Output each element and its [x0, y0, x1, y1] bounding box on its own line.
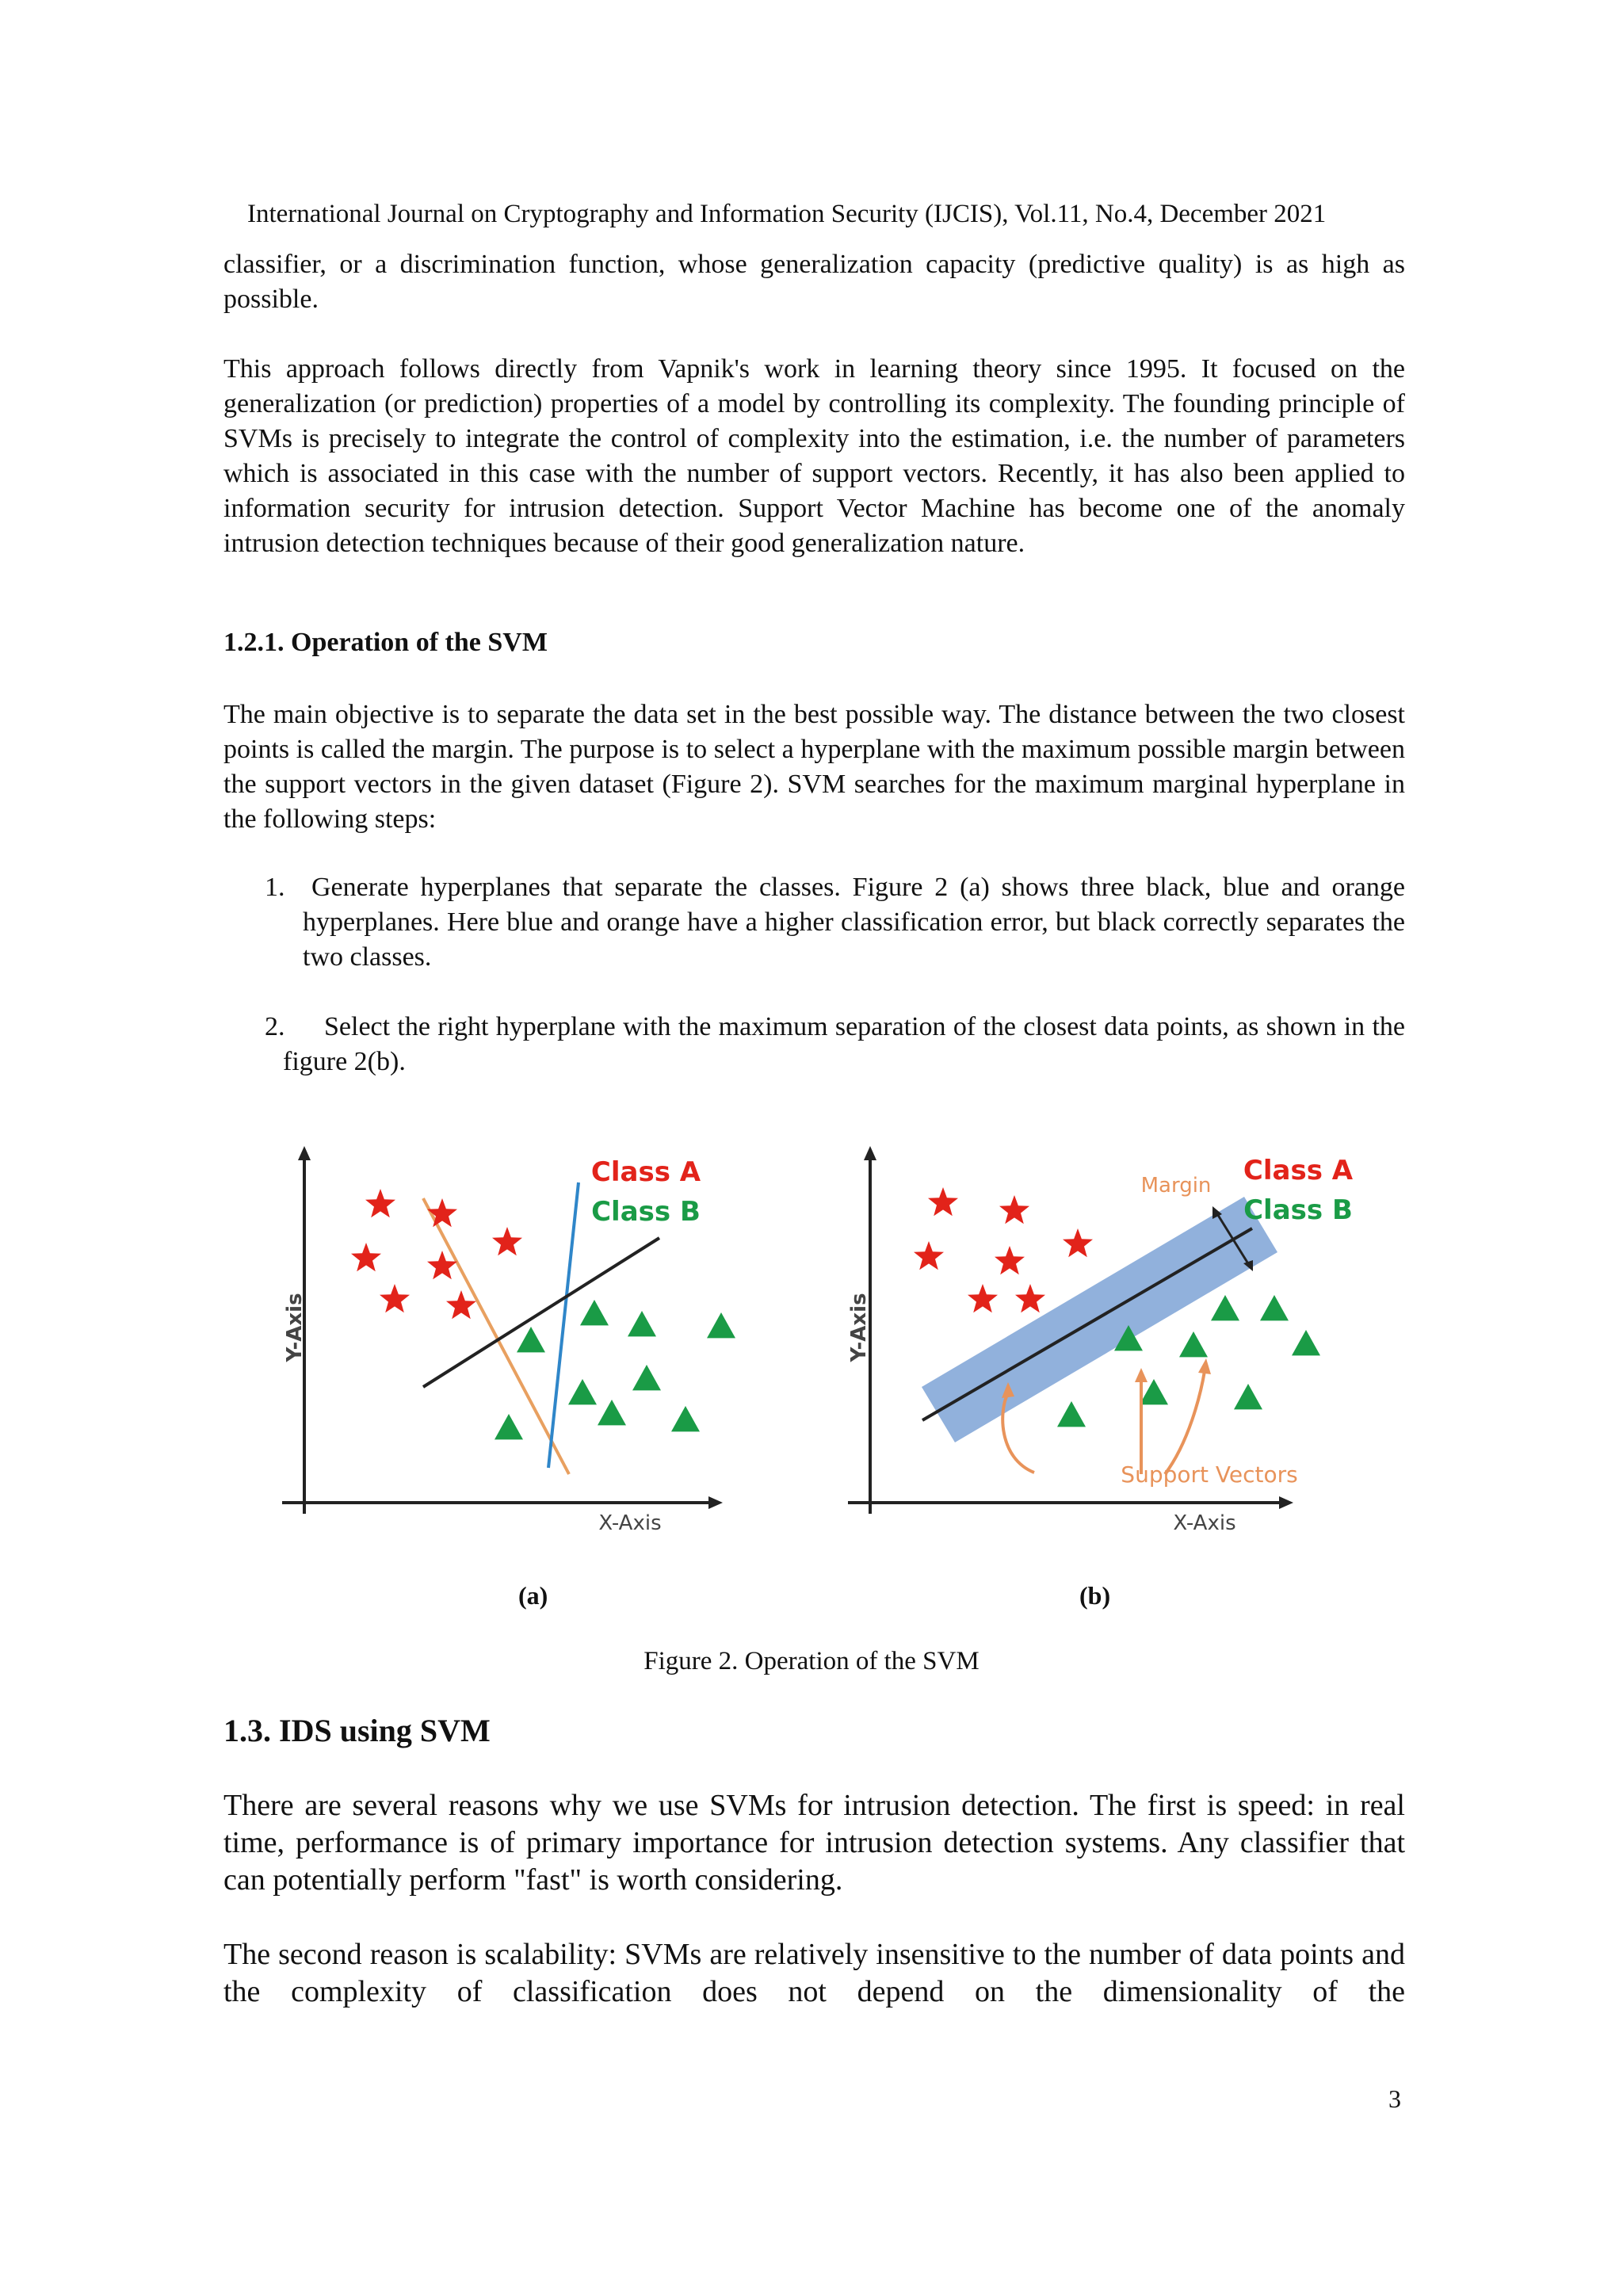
class-a-star-1: [365, 1189, 395, 1217]
x-axis-label-b: X-Axis: [1173, 1511, 1236, 1535]
running-header: International Journal on Cryptography and Information Security (IJCIS), Vol.11, No.4, December 2021: [247, 200, 1327, 228]
class-b-triangle-7: [598, 1400, 626, 1425]
class-b-triangle-3: [628, 1311, 656, 1336]
class-a-star-b-1: [928, 1187, 958, 1216]
paragraph-3-block: [223, 697, 1405, 837]
class-b-triangle-b-1: [1211, 1295, 1239, 1320]
class-b-triangle-4: [707, 1312, 735, 1338]
class-a-star-3: [492, 1227, 522, 1255]
section-heading-13-block: [223, 1712, 1405, 1749]
support-vectors-label: Support Vectors: [1121, 1461, 1298, 1488]
y-axis-arrow-b: [864, 1146, 876, 1160]
figure-panel-a: [277, 1141, 737, 1545]
paragraph-5-block: [223, 1936, 1405, 2011]
paragraph-5: The second reason is scalability: SVMs are relatively insensitive to the number of data points and the complexity of classification does not depend on the dimensionality of the: [223, 1938, 1405, 2008]
class-a-star-7: [446, 1290, 476, 1319]
x-axis-arrow-b: [1279, 1496, 1293, 1509]
legend-class-a-b: Class A: [1243, 1155, 1354, 1186]
paragraph-3: The main objective is to separate the data set in the best possible way. The distance between the two closest points is called the margin. The purpose is to select a hyperplane with the maximum possible margin between the support vectors in the given dataset (Figure 2). SVM searches for the maximum marginal hyperplane in the following steps:: [223, 700, 1405, 834]
legend-class-b: Class B: [591, 1196, 701, 1228]
paragraph-4-block: [223, 1787, 1405, 1899]
page-number: 3: [1388, 2084, 1401, 2113]
list-text-1: Generate hyperplanes that separate the classes. Figure 2 (a) shows three black, blue and orange hyperplanes. Here blue and orange have a higher classification error, but black correctly separates the two classes.: [303, 873, 1405, 972]
class-a-star-4: [351, 1243, 381, 1271]
class-b-triangle-5: [568, 1379, 597, 1404]
class-a-star-b-7: [1015, 1284, 1045, 1312]
legend-class-b-b: Class B: [1243, 1194, 1353, 1226]
class-b-triangle-b-6: [1140, 1379, 1168, 1404]
optimal-hyperplane: [922, 1228, 1252, 1420]
class-b-triangle-9: [495, 1414, 523, 1439]
margin-label: Margin: [1140, 1174, 1212, 1198]
support-arrow-3: [1165, 1371, 1205, 1474]
class-b-triangle-b-4: [1260, 1295, 1289, 1320]
figure-caption: Figure 2. Operation of the SVM: [643, 1647, 980, 1675]
paragraph-1-block: [223, 247, 1405, 317]
list-text-2: Select the right hyperplane with the maximum separation of the closest data points, as shown in the figure 2(b).: [283, 1012, 1405, 1076]
class-a-star-b-6: [968, 1284, 998, 1312]
class-a-star-b-2: [999, 1195, 1029, 1224]
section-heading-121-block: [223, 628, 1405, 658]
class-a-star-6: [380, 1284, 410, 1312]
class-b-triangle-2: [517, 1327, 545, 1352]
paragraph-2-block: [223, 352, 1405, 561]
class-a-star-b-5: [1063, 1228, 1093, 1257]
support-arrow-2-head: [1135, 1368, 1148, 1382]
class-a-star-b-3: [914, 1241, 944, 1270]
x-axis-label: X-Axis: [598, 1511, 662, 1535]
class-a-star-b-4: [995, 1246, 1025, 1274]
paragraph-4: There are several reasons why we use SVMs for intrusion detection. The first is speed: in real time, performance is of primary importance for intrusion detection systems. Any classifier that can potentially perform "fast" is worth considering.: [223, 1789, 1405, 1897]
section-heading-13: 1.3. IDS using SVM: [223, 1713, 491, 1748]
class-b-triangle-1: [580, 1300, 609, 1325]
list-number-1: 1.: [265, 873, 285, 902]
y-axis-label: Y-Axis: [283, 1293, 307, 1362]
class-b-triangle-6: [632, 1365, 661, 1390]
legend-class-a: Class A: [590, 1156, 701, 1188]
section-heading-121: 1.2.1. Operation of the SVM: [223, 628, 548, 657]
sublabel-b: (b): [1079, 1581, 1111, 1610]
class-b-triangle-b-7: [1234, 1384, 1262, 1409]
y-axis-label-b: Y-Axis: [847, 1293, 871, 1362]
y-axis-arrow: [298, 1146, 311, 1160]
support-arrow-3-head: [1198, 1358, 1211, 1374]
x-axis-arrow: [708, 1496, 723, 1509]
class-b-triangle-b-8: [1057, 1401, 1086, 1427]
class-b-triangle-8: [671, 1406, 700, 1431]
list-number-2: 2.: [265, 1012, 285, 1041]
sublabel-a: (a): [518, 1581, 548, 1610]
paragraph-2: This approach follows directly from Vapnik's work in learning theory since 1995. It focused on the generalization (or prediction) properties of a model by controlling its complexity. The founding principle of SVMs is precisely to integrate the control of complexity into the estimation, i.e. the number of parameters which is associated in this case with the number of support vectors. Recently, it has also been applied to information security for intrusion detection. Support Vector Machine has become one of the anomaly intrusion detection techniques because of their good generalization nature.: [223, 354, 1405, 558]
hyperplane-blue: [548, 1182, 579, 1468]
class-a-star-2: [427, 1198, 457, 1227]
class-b-triangle-b-3: [1179, 1331, 1208, 1357]
figure-panel-b: [840, 1141, 1363, 1545]
paragraph-1: classifier, or a discrimination function, whose generalization capacity (predictive quality) is as high as possible.: [223, 250, 1405, 314]
class-b-triangle-b-5: [1292, 1330, 1320, 1355]
